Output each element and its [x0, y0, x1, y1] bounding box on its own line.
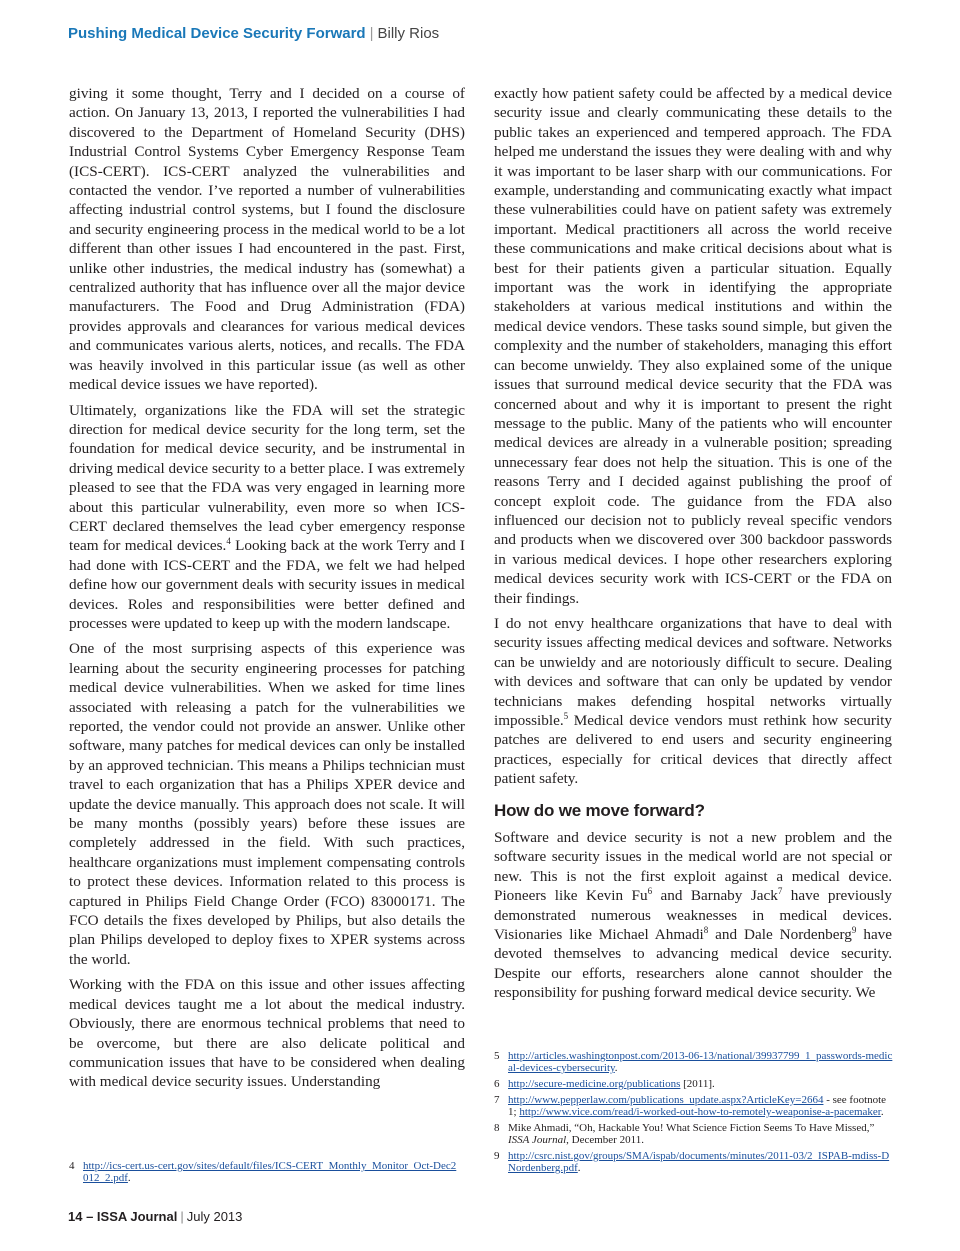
issue-date: July 2013 — [186, 1209, 243, 1224]
footnote-ref-5[interactable]: 5 — [563, 710, 569, 721]
journal-name: ISSA Journal — [508, 1134, 567, 1146]
running-header — [68, 25, 928, 42]
footnote-ref-4[interactable]: 4 — [226, 536, 231, 547]
footnote-4: 4 http://ics-cert.us-cert.gov/sites/default/files/ICS-CERT_Monthly_Monitor_Oct-Dec2012_2.pdf. — [69, 1160, 457, 1184]
left-paragraph-2: Ultimately, organizations like the FDA will set the strategic direction for medical device security for the long term, set the foundation for medical device security, and be instrumental in driving medical device security to a better place. I was extremely pleased to see that the FDA was very engaged in learning more about this particular vulnerability, even more so when ICS-CERT declared themselves the lead cyber emergency response team for medical devices.$^4$ Looking back at the work Terry and I had done with ICS-CERT and the FDA, we felt we had helped define how our government deals with security issues in medical devices. Roles and responsibilities were better defined and processes were updated to keep up with the modern landscape. — [69, 401, 465, 632]
section-heading: How do we move forward? — [494, 800, 705, 820]
footnote-9: 9 http://csrc.nist.gov/groups/SMA/ispab/documents/minutes/2011-03/2_ISPAB-mdiss-DNordenberg.pdf. — [494, 1150, 890, 1174]
article-title: Pushing Medical Device Security Forward — [68, 25, 366, 42]
footnote-ref-7[interactable]: 7 — [777, 886, 783, 897]
footnotes-left — [69, 1160, 459, 1188]
page-label: 14 – ISSA Journal — [68, 1209, 178, 1224]
footnote-8: 8 Mike Ahmadi, “Oh, Hackable You! What Science Fiction Seems To Have Missed,” ISSA Journal, December 2011. — [494, 1122, 875, 1146]
header-separator: | — [369, 25, 374, 42]
footer-separator: | — [180, 1209, 184, 1224]
footnote-5: 5 http://articles.washingtonpost.com/2013-06-13/national/39937799_1_passwords-medical-devices-cybersecurity. — [494, 1050, 893, 1074]
footnote-7-link-2[interactable]: http://www.vice.com/read/i-worked-out-how-to-remotely-weaponise-a-pacemaker — [519, 1106, 881, 1118]
footnote-7-link[interactable]: http://www.pepperlaw.com/publications_update.aspx?ArticleKey=2664 — [508, 1094, 824, 1106]
right-paragraph-3: Software and device security is not a new problem and the software security issues in the medical world are not special or new. This is not the first exploit against a medical device. Pioneers like Kevin Fu$^6$ and Barnaby Jack$^7$ have previously demonstrated numerous weaknesses in medical devices. Visionaries like Michael Ahmadi$^8$ and Dale Nordenberg$^9$ have devoted themselves to advancing medical device security. Despite our efforts, researchers alone cannot shoulder the responsibility for pushing forward medical device security. We — [494, 829, 893, 1002]
left-paragraph-4: Working with the FDA on this issue and other issues affecting medical devices taught me a lot about the medical industry. Obviously, there are enormous technical problems that need to be overcome, but there are also delicate political and communication issues that have to be considered when dealing with medical device security issues. Understanding — [69, 976, 465, 1091]
footnote-4-link[interactable]: http://ics-cert.us-cert.gov/sites/default/files/ICS-CERT_Monthly_Monitor_Oct-Dec2012_2.pdf — [83, 1160, 457, 1184]
footnotes-right — [494, 1050, 894, 1178]
footnote-7: 7 http://www.pepperlaw.com/publications_update.aspx?ArticleKey=2664 - see footnote 1; http://www.vice.com/read/i-worked-out-how-to-remotely-weaponise-a-pacemaker. — [494, 1094, 887, 1118]
page-footer — [68, 1209, 242, 1224]
left-paragraph-3: One of the most surprising aspects of this experience was learning about the security engineering processes for patching medical device vulnerabilities. When we asked for time lines associated with releasing a patch for the vulnerabilities we reported, the vendor could not provide an answer. Unlike other software, many patches for medical devices can only be installed by an approved technician. This means a Philips technician must travel to each organization that has a Philips XPER device and update the device manually. This approach does not scale. It will be many months (possibly years) before these issues are completely addressed in the field. With such practices, healthcare organizations must implement compensating controls to protect these devices. Information related to this process is captured in Philips Field Change Order (FCO) 83000171. The FCO details the fixes developed by Philips, but also details the plan Philips developed to deploy fixes to XPER systems across the world. — [69, 640, 465, 968]
footnote-5-link[interactable]: http://articles.washingtonpost.com/2013-06-13/national/39937799_1_passwords-medical-devices-cybersecurity — [508, 1050, 893, 1074]
right-paragraph-1: exactly how patient safety could be affected by a medical device security issue and clearly communicating these details to the public takes an experienced and tempered approach. The FDA helped me understand the issues they were dealing with and why it was important to be laser sharp with our communications. For example, understanding and communicating exactly what impact these vulnerabilities could have on patient safety was extremely important. Medical practitioners all across the world receive these communications and make critical decisions about what is best for their patients given a particular situation. Equally important was the work in identifying the appropriate stakeholders at various medical institutions and within the medical device vendors. These tasks sound simple, but given the complexity and the number of stakeholders, managing this effort can become unwieldy. They also explained some of the unique issues that surround medical device security that the FDA was concerned about and why it is important to present the right message to the public. Many of the patients who will encounter medical devices are already in a vulnerable position; spreading unnecessary fear does not help the situation. This is one of the reasons Terry and I decided against publishing the proof of concept exploit code. The guidance from the FDA also influenced our decision not to publicly reveal specific vendors and products when we discovered over 300 backdoor passwords in various medical devices. I hope other researchers exploring medical devices security work with ICS-CERT or the FDA on their findings. — [494, 85, 892, 607]
right-column — [494, 84, 892, 1009]
footnote-6-link[interactable]: http://secure-medicine.org/publications — [508, 1078, 681, 1090]
footnote-ref-8[interactable]: 8 — [703, 925, 709, 935]
left-column — [69, 84, 465, 1098]
article-author: Billy Rios — [377, 25, 440, 42]
footnote-6: 6 http://secure-medicine.org/publications [2011]. — [494, 1078, 715, 1090]
left-paragraph-1: giving it some thought, Terry and I decided on a course of action. On January 13, 2013, I reported the vulnerabilities I had discovered to the Department of Homeland Security (DHS) Industrial Control Systems Cyber Emergency Response Team (ICS-CERT). ICS-CERT analyzed the vulnerabilities and contacted the vendor. I’ve reported a number of vulnerabilities affecting industrial control systems, but I found the disclosure and security engineering process in the medical world to be a lot different than other issues I had encountered in the past. First, unlike other industries, the medical industry has (somewhat) a centralized authority that has influence over all the major device manufacturers. The Food and Drug Administration (FDA) provides approvals and clearances for various medical devices and communicates various alerts, notices, and recalls. The FDA was heavily involved in this particular issue (as well as other medical device issues we have reported). — [69, 85, 465, 394]
footnote-ref-9[interactable]: 9 — [851, 925, 857, 935]
footnote-ref-6[interactable]: 6 — [647, 886, 653, 897]
footnote-9-link[interactable]: http://csrc.nist.gov/groups/SMA/ispab/documents/minutes/2011-03/2_ISPAB-mdiss-DNordenberg.pdf — [508, 1150, 890, 1174]
right-paragraph-2: I do not envy healthcare organizations that have to deal with security issues affecting medical devices and software. Networks can be unwieldy and are notoriously difficult to secure. Dealing with devices and software that can only be updated by vendor technicians makes defending hospital networks virtually impossible.$^5$ Medical device vendors must rethink how security patches are delivered to end users and security engineering practices, especially for critical devices that directly affect patient safety. — [494, 614, 892, 788]
